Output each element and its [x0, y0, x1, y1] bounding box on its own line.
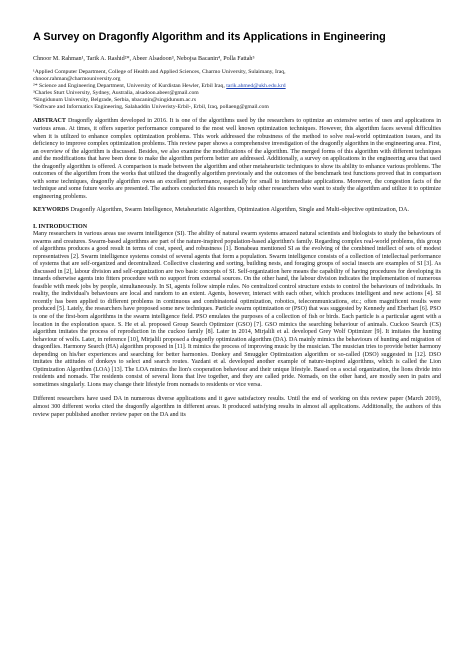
introduction-body: [33, 231, 441, 419]
affiliation-3: ³Charles Sturt University, Sydney, Australia, alsadoon.abeer@gmail.com: [33, 89, 199, 96]
introduction-paragraph-1: Many researchers in various areas use swarm intelligence (SI). The ability of natural swarm systems amazed natural scientists and biologists to study the behaviours of swarms and creatures. Swarm-based algorithms are part of the nature-inspired population-based algorithm's family. Regarding complex real-world problems, this group of algorithms produces a good result in terms of cost, speed, and robustness [1]. Bonabeau mentioned SI as the evolving of the combined intellect of sets of modest representatives [2]. Swarm intelligence systems consist of several agents that form a population. Swarm intelligence consists of a collection of intellectual performance of systems that are self-organized and decentralized. Collective clustering and sorting, building nests, and foraging groups of social insects are examples of SI [3]. As discussed in [2], labour division and self-organization are two basic concepts of SI. Self-organization here means the capability of having procedures for developing its innards otherwise agents into fitters procedure with no support from external sources. On the other hand, the labour division indicates the implementation of numerous feasible with meek jobs by people, simultaneously. In SI, agents follow simple rules. No centralized control structure exists to control the behaviours of individuals. In reality, the individual's behaviours are local and random to an extent. Agents, however, interact with each other, which produces intelligent and new actions [4]. SI recently has been applied to different problems in continuous and combinatorial optimization, robotics, telecommunications, etc.; often magnificent results were produced [5]. Lately, the researchers have proposed some new techniques. Particle swarm optimization or (PSO) that was suggested by Kennedy and Eberhart [6]. PSO is one of the first-born algorithms in the swarm intelligence field. PSO emulates the purposes of a collection of fish or birds. Each particle is a particular agent with a location in the exploration space. S. He et al. proposed Group Search Optimizer (GSO) [7]. GSO mimics the searching behaviour of animals. Cuckoo Search (CS) algorithm imitates the process of reproduction in the cuckoo family [8]. Later in 2014, Mirjalili et al. developed Grey Wolf Optimizer [9]. It imitates the hunting behaviour of wolfs. Later, in reference [10], Mirjalili proposed a dragonfly optimization algorithm (DA). DA mainly mimics the behaviours of hunting and migration of dragonflies. Harmony Search (HA) algorithm proposed in [11]. It mimics the process of improving music by the musician. The musician tries to provide better harmony depending on his/her experiences and searching for better harmonies. Donkey and Smuggler Optimization algorithm or so-called (DSO) suggested in [12]. DSO imitates the attitudes of donkeys to select and search routes. Yazdani et al. developed another example of nature-inspired algorithms, which is called the Lion Optimization Algorithm (LOA) [13]. The LOA mimics the lion's cooperation behaviour and their unique lifestyle. Based on a social organization, the lions divide into residents and nomads. The residents consist of several lions that live together, and they are called pride. Nomads, on the other hand, are mostly seen in pairs and sometimes singularly. Lions may change their lifestyle from nomads to residents or vice versa.: [33, 231, 441, 388]
keywords-text: Dragonfly Algorithm, Swarm Intelligence, Metaheuristic Algorithm, Optimization Algorithm, Single and Multi-objective optimization, DA.: [68, 207, 410, 214]
introduction-paragraph-2: Different researchers have used DA in numerous diverse applications and it gave satisfactory results. Until the end of working on this review paper (March 2019), almost 300 different works cited the dragonfly algorithm in different areas. It produced satisfying results in almost all applications. Additionally, the authors of this review paper published another review paper on the DA and its: [33, 396, 441, 418]
paper-title: A Survey on Dragonfly Algorithm and its Applications in Engineering: [33, 31, 386, 43]
abstract: [33, 118, 441, 201]
affiliation-2-text: ²* Science and Engineering Department, University of Kurdistan Hewler, Erbil Iraq,: [33, 82, 227, 89]
author-list: Chnoor M. Rahman¹, Tarik A. Rashid²*, Abeer Alsadoon³, Nebojsa Bacanin⁴, Polla Fattah⁵: [33, 56, 255, 62]
affiliation-4: ⁴Singidunum University, Belgrade, Serbia, nbacanin@singidunum.ac.rs: [33, 96, 197, 103]
affiliation-list: [33, 69, 441, 110]
section-heading-introduction: I. INTRODUCTION: [33, 224, 88, 230]
corresponding-email-link[interactable]: tarik.ahmed@ukh.edu.krd: [226, 82, 286, 89]
abstract-text: Dragonfly algorithm developed in 2016. It is one of the algorithms used by the researchers to optimize an extensive series of uses and applications in various areas. At times, it offers superior performance compared to the most well known optimization techniques. However, this algorithm faces several difficulties when it is utilized to enhance complex optimization problems. This work addressed the robustness of the method to solve real-world optimization issues, and its deficiency to improve complex optimization problems. This review paper shows a comprehensive investigation of the dragonfly algorithm in the engineering area. First, an overview of the algorithm is discussed. Besides, we also examine the modifications of the algorithm. The merged forms of this algorithm with different techniques and the modifications that have been done to make the algorithm perform better are addressed. Additionally, a survey on applications in the engineering area that used the dragonfly algorithm is offered. A comparison is made between the algorithm and other metaheuristic techniques to show its ability to enhance various problems. The outcomes of the algorithm from the works that utilized the dragonfly algorithm previously and the outcomes of the benchmark test functions proved that in comparison with some techniques, dragonfly algorithm owns an excellent performance, especially for small to intermediate applications. Moreover, the congestion facts of the technique and some future works are presented. The authors conducted this research to help other researchers who want to study the algorithm and utilize it to optimize engineering problems.: [33, 118, 441, 200]
affiliation-2: [33, 83, 441, 90]
keywords: [33, 207, 441, 215]
keywords-heading: KEYWORDS: [33, 207, 69, 214]
affiliation-5: ⁵Software and Informatics Engineering, Salahaddin Univeristy-Erbil-, Erbil, Iraq, pollaeng@gmail.com: [33, 103, 269, 110]
affiliation-1: ¹Applied Computer Department, College of Health and Applied Sciences, Charmo University, Sulaimany, Iraq,: [33, 69, 286, 75]
abstract-heading: ABSTRACT: [33, 118, 66, 125]
affiliation-1-email: chnoor.rahman@charmouniversity.org: [33, 75, 121, 82]
